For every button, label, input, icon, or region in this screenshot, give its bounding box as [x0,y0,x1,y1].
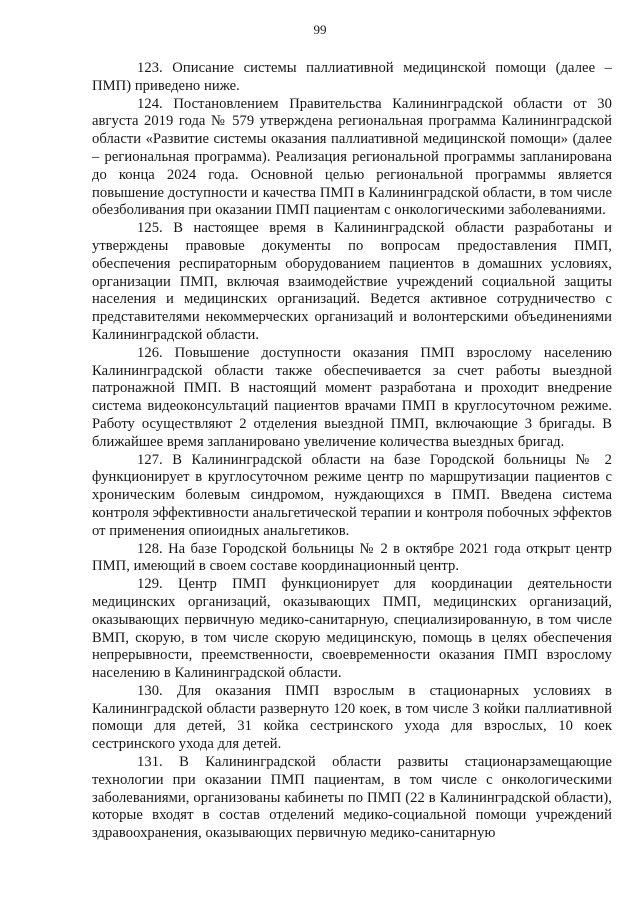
paragraph-124: 124. Постановлением Правительства Калининградской области от 30 августа 2019 года № 579 утверждена региональная программа Калининградской области «Развитие системы оказания паллиативной медицинской помощи» (далее – региональная программа). Реализация региональной программы запланирована до конца 2024 года. Основной целью региональной программы является повышение доступности и качества ПМП в Калининградской области, в том числе обезболивания при оказании ПМП пациентам с онкологическими заболеваниями. [92,95,612,219]
paragraph-127: 127. В Калининградской области на базе Городской больницы № 2 функционирует в круглосуточном режиме центр по маршрутизации пациентов с хроническим болевым синдромом, нуждающихся в ПМП. Введена система контроля эффективности анальгетической терапии и контроля побочных эффектов от применения опиоидных анальгетиков. [92,451,612,539]
paragraph-129: 129. Центр ПМП функционирует для координации деятельности медицинских организаций, оказывающих ПМП, медицинских организаций, оказывающих первичную медико-санитарную, специализированную, в том числе ВМП, скорую, в том числе скорую медицинскую, помощь в целях обеспечения непрерывности, преемственности, своевременности оказания ПМП взрослому населению в Калининградской области. [92,576,612,682]
paragraph-123: 123. Описание системы паллиативной медицинской помощи (далее – ПМП) приведено ниже. [92,60,612,94]
paragraph-130: 130. Для оказания ПМП взрослым в стационарных условиях в Калининградской области развернуто 120 коек, в том числе 3 койки паллиативной помощи для детей, 31 койка сестринского ухода для взрослых, 10 коек сестринского ухода для детей. [92,682,612,753]
paragraph-128: 128. На базе Городской больницы № 2 в октябре 2021 года открыт центр ПМП, имеющий в своем составе координационный центр. [92,540,612,575]
paragraph-131: 131. В Калининградской области развиты стационарзамещающие технологии при оказании ПМП пациентам, в том числе с онкологическими заболеваниями, организованы кабинеты по ПМП (22 в Калининградской области), которые входят в состав отделений медико-социальной помощи учреждений здравоохранения, оказывающих первичную медико-санитарную [92,754,612,842]
document-body [92,60,612,843]
page-number: 99 [313,22,327,37]
paragraph-126: 126. Повышение доступности оказания ПМП взрослому населению Калининградской области также обеспечивается за счет работы выездной патронажной ПМП. В настоящий момент разработана и проходит внедрение система видеоконсультаций пациентов врачами ПМП в круглосуточном режиме. Работу осуществляют 2 отделения выездной ПМП, включающие 3 бригады. В ближайшее время запланировано увеличение количества выездных бригад. [92,344,612,450]
paragraph-125: 125. В настоящее время в Калининградской области разработаны и утверждены правовые документы по вопросам предоставления ПМП, обеспечения респираторным оборудованием пациентов в домашних условиях, организации ПМП, включая взаимодействие учреждений социальной защиты населения и медицинских организаций. Ведется активное сотрудничество с представителями некоммерческих организаций и волонтерскими объединениями Калининградской области. [92,220,612,343]
